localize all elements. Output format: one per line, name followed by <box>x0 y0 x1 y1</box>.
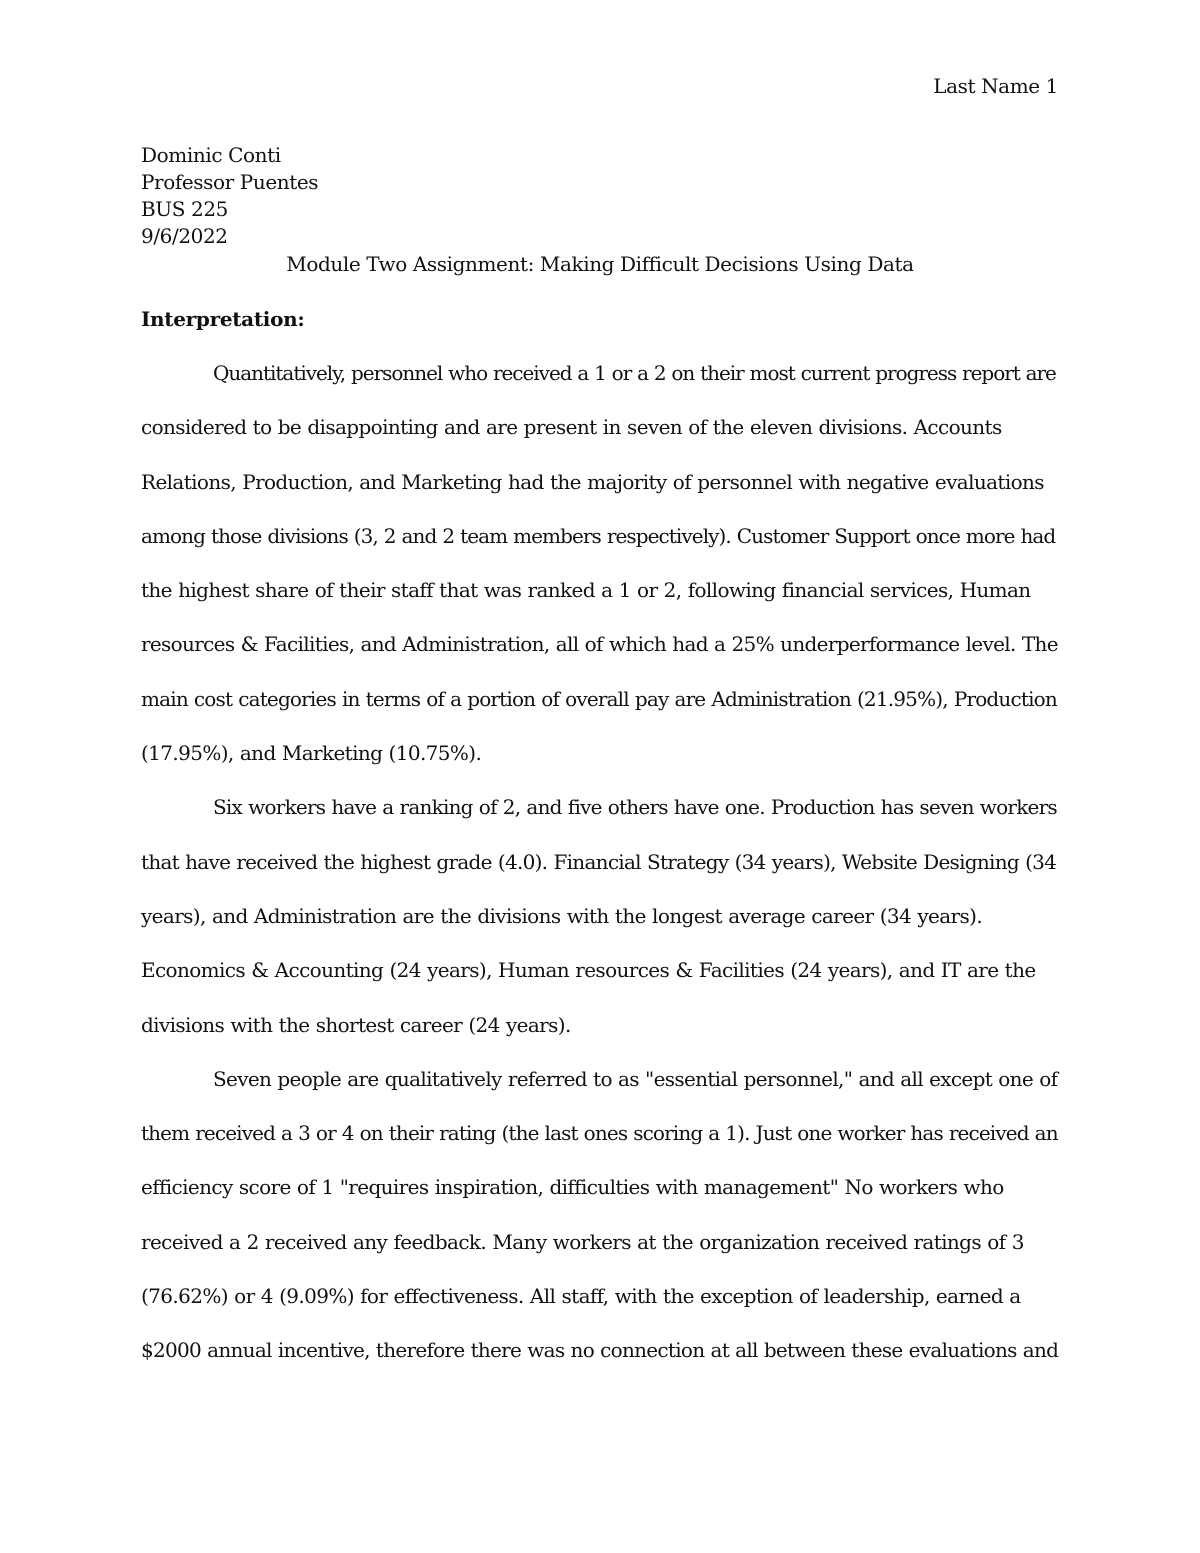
paragraph-1 <box>141 346 1059 780</box>
text-line: the highest share of their staff that was ranked a 1 or 2, following financial services, Human <box>141 578 1031 603</box>
text-line: resources & Facilities, and Administration, all of which had a 25% underperformance level. The <box>141 632 1058 657</box>
document-date: 9/6/2022 <box>141 224 228 248</box>
running-head: Last Name 1 <box>933 74 1058 98</box>
course-code: BUS 225 <box>141 197 228 221</box>
text-line: $2000 annual incentive, therefore there was no connection at all between these evaluations and <box>141 1338 1059 1363</box>
text-line: Six workers have a ranking of 2, and five others have one. Production has seven workers <box>213 795 1057 820</box>
text-line: them received a 3 or 4 on their rating (the last ones scoring a 1). Just one worker has received an <box>141 1121 1058 1146</box>
text-line: Seven people are qualitatively referred to as "essential personnel," and all except one of <box>213 1066 1058 1091</box>
body-text <box>141 346 1059 1378</box>
text-line: years), and Administration are the divisions with the longest average career (34 years). <box>141 903 983 928</box>
author-name: Dominic Conti <box>141 143 281 167</box>
paragraph-3 <box>141 1052 1059 1378</box>
text-line: divisions with the shortest career (24 years). <box>141 1012 571 1037</box>
text-line: considered to be disappointing and are present in seven of the eleven divisions. Accounts <box>141 415 1002 440</box>
section-heading: Interpretation: <box>141 307 305 331</box>
heading-block <box>141 142 1061 250</box>
text-line: (17.95%), and Marketing (10.75%). <box>141 741 482 766</box>
text-line: (76.62%) or 4 (9.09%) for effectiveness. All staff, with the exception of leadership, earned a <box>141 1284 1021 1309</box>
paragraph-2 <box>141 780 1059 1051</box>
text-line: Relations, Production, and Marketing had the majority of personnel with negative evaluations <box>141 469 1044 494</box>
text-line: main cost categories in terms of a portion of overall pay are Administration (21.95%), Production <box>141 686 1057 711</box>
text-line: Quantitatively, personnel who received a 1 or a 2 on their most current progress report are <box>213 361 1056 385</box>
text-line: efficiency score of 1 "requires inspiration, difficulties with management" No workers who <box>141 1175 1004 1200</box>
document-title: Module Two Assignment: Making Difficult Decisions Using Data <box>286 252 914 276</box>
text-line: received a 2 received any feedback. Many workers at the organization received ratings of 3 <box>141 1229 1024 1254</box>
professor-name: Professor Puentes <box>141 170 319 194</box>
text-line: among those divisions (3, 2 and 2 team members respectively). Customer Support once more had <box>141 523 1056 548</box>
text-line: that have received the highest grade (4.0). Financial Strategy (34 years), Website Designing (34 <box>141 849 1057 874</box>
text-line: Economics & Accounting (24 years), Human resources & Facilities (24 years), and IT are the <box>141 958 1036 983</box>
